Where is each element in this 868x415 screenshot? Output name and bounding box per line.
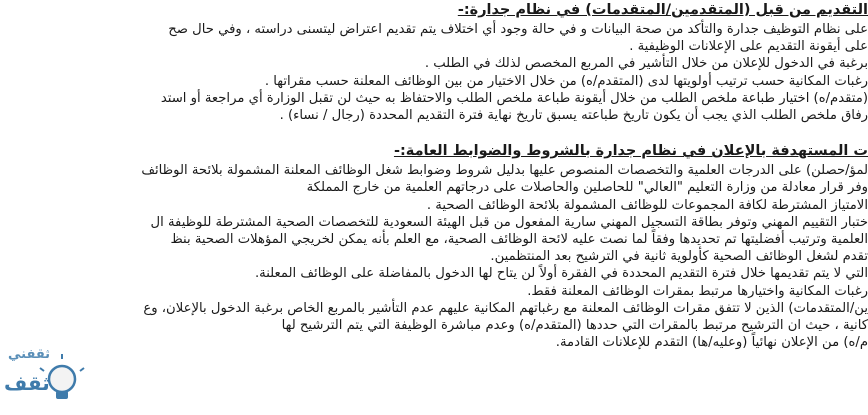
section-1-line: على أيقونة التقديم على الإعلانات الوظيفية . [629,39,868,55]
section-2-line: تقدم لشغل الوظائف الصحية كأولوية ثانية في الترشيح بعد المنتظمين. [490,249,868,265]
logo-subtext: ثقف [4,371,50,395]
section-2-line: م/ه) من الإعلان نهائياً (وعليه/ها) التقدم للإعلانات القادمة. [555,335,868,351]
section-2-line: العلمية وترتيب أفضليتها تم تحديدها وفقاً لما نصت عليه لائحة الوظائف الصحية، مع العلم بأنه يمكن لخريجي المؤهلات الصحية بنظ [170,232,868,248]
section-2-line: وفر قرار معادلة من وزارة التعليم "العالي" للحاصلين والحاصلات على درجاتهم العلمية من خارج المملكة [306,180,868,196]
section-2-line: الامتياز المشترطة لكافة المجموعات للوظائف المشمولة بلائحة الوظائف الصحية . [426,197,868,213]
section-2-line: التي لا يتم تقديمها خلال فترة التقديم المحددة في الفقرة أولاً لن يتاح لها الدخول بالمفاضلة على الوظائف المعلنة. [254,266,868,282]
section-2-line: كانية ، حيث ان الترشيح مرتبط بالمقرات التي حددها (المتقدم/ه) وعدم مباشرة الوظيفة التي يتم الترشيح لها [281,318,868,334]
section-2-line: لمؤ/حصلن) على الدرجات العلمية والتخصصات المنصوص عليها بدليل شروط وضوابط شغل الوظائف المعلنة المشمولة بلائحة الوظائف [141,163,868,179]
section-1-line: (متقدم/ه) اختيار طباعة ملخص الطلب من خلال أيقونة طباعة ملخص الطلب والاحتفاظ به حيث لن تقبل الوزارة أي مراجعة أو استد [160,90,868,106]
section-2-line: رغبات المكانية واختيارها مرتبط بمقرات الوظائف المعلنة فقط. [527,283,868,299]
logo-text: ثقفني [8,347,51,362]
section-1-line: على نظام التوظيف جدارة والتأكد من صحة البيانات و في حالة وجود أي اختلاف يتم تقديم اعتراض ليتسنى دراسته ، وفي حال صح [168,22,868,37]
section-2-line: ين/المتقدمات) الذين لا تتفق مقرات الوظائف المعلنة مع رغباتهم المكانية عليهم عدم التأشير بالمربع الخاص برغبة الدخول بالإعلان، وع [143,300,868,316]
section-1-line: رفاق ملخص الطلب الذي يجب أن يكون تاريخ طباعته يسبق تاريخ نهاية فترة التقديم المحددة (رجال / نساء) . [279,108,868,124]
watermark-logo [0,341,92,411]
section-2-line: ختبار التقييم المهني وتوفر بطاقة التسجيل المهني سارية المفعول من قبل الهيئة السعودية للتخصصات الصحية المشترطة للوظيفة ال [150,214,868,230]
section-1-line: برغبة في الدخول للإعلان من خلال التأشير في المربع المخصص لذلك في الطلب . [424,56,868,72]
section-2-lines [0,162,868,351]
section-2-heading: ت المستهدفة بالإعلان في نظام جدارة بالشروط والضوابط العامة:- [393,143,868,160]
section-1-heading: التقديم من قبل (المتقدمين/المتقدمات) في نظام جدارة:- [457,2,868,18]
section-1-lines [0,21,868,124]
section-gap [0,124,868,141]
section-1-line: رغبات المكانية حسب ترتيب أولويتها لدى (المتقدم/ه) من خلال الاختيار من بين الوظائف المعلنة حسب مقراتها . [264,73,868,89]
